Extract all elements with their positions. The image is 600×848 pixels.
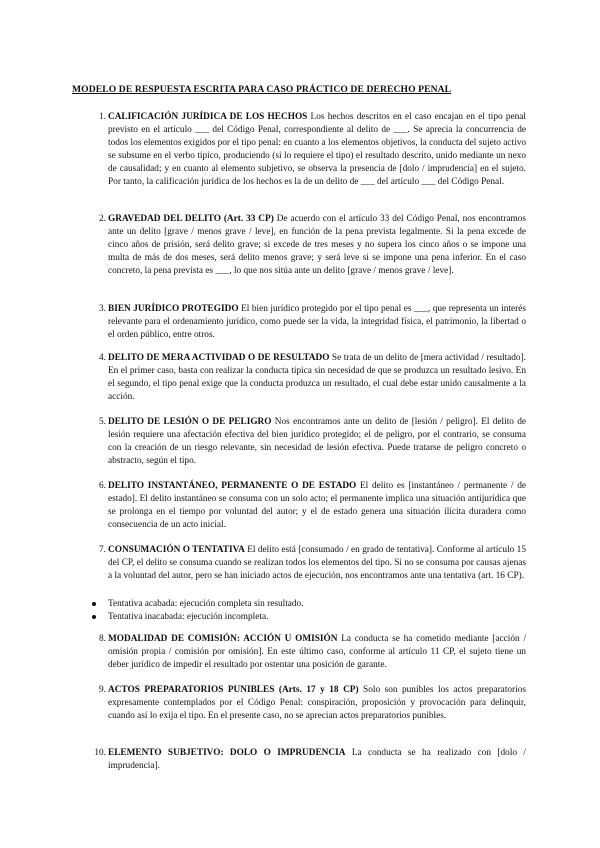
section-text: Nos encontramos ante un delito de [lesión / peligro]. El delito de lesión requiere una afectación efectiva del bien jurídico protegido; el de peligro, por el contrario, se consuma con la creación de un riesgo relevante, sin necesidad de lesión efectiva. Puede tratarse de peligro concreto o abstracto, según el tipo. xyxy=(108,417,526,467)
section-number: 9. xyxy=(99,685,106,695)
section-body xyxy=(108,544,526,583)
section-body xyxy=(108,480,526,532)
document-title: MODELO DE RESPUESTA ESCRITA PARA CASO PRÁCTICO DE DERECHO PENAL xyxy=(72,84,452,95)
section-number: 7. xyxy=(99,545,106,555)
bullet-item-tentativa-acabada xyxy=(0,598,600,611)
section-number: 2. xyxy=(99,214,106,224)
section-text: El bien jurídico protegido por el tipo penal es ___, que representa un interés relevante para el ordenamiento jurídico, como puede ser la vida, la integridad física, el patrimonio, la libertad o el orden público, entre otros. xyxy=(108,304,526,341)
section-heading: DELITO DE LESIÓN O DE PELIGRO xyxy=(108,417,272,427)
section-heading: CONSUMACIÓN O TENTATIVA xyxy=(108,545,245,555)
section-body xyxy=(108,352,526,404)
section-heading: BIEN JURÍDICO PROTEGIDO xyxy=(108,304,239,314)
bullet-item-tentativa-inacabada xyxy=(0,611,600,624)
section-heading: GRAVEDAD DEL DELITO (Art. 33 CP) xyxy=(108,214,274,224)
section-text: De acuerdo con el artículo 33 del Código Penal, nos encontramos ante un delito [grave / menos grave / leve], en función de la pena prevista legalmente. Si la pena excede de cinco años de prisión, será delito grave; si excede de tres meses y no supera los cinco años o se impone una multa de más de dos meses, será delito menos grave; y será leve si se impone una pena inferior. En el caso concreto, la pena prevista es ___, lo que nos sitúa ante un delito [grave / menos grave / leve]. xyxy=(108,214,526,277)
bullet-icon xyxy=(92,602,96,606)
bullet-text: Tentativa acabada: ejecución completa sin resultado. xyxy=(108,599,304,609)
section-heading: DELITO INSTANTÁNEO, PERMANENTE O DE ESTADO xyxy=(108,481,357,491)
section-body xyxy=(108,747,526,773)
section-text: Solo son punibles los actos preparatorios expresamente contemplados por el Código Penal: conspiración, proposición y provocación para delinquir, cuando así lo exija el tipo. En el presente caso, no se aprecian actos preparatorios punibles. xyxy=(108,685,526,722)
section-body xyxy=(108,111,526,190)
section-body xyxy=(108,213,526,278)
section-heading: MODALIDAD DE COMISIÓN: ACCIÓN U OMISIÓN xyxy=(108,634,338,644)
section-heading: DELITO DE MERA ACTIVIDAD O DE RESULTADO xyxy=(108,353,330,363)
section-body xyxy=(108,416,526,468)
section-text: La conducta se ha cometido mediante [acción / omisión propia / comisión por omisión]. En este último caso, conforme al artículo 11 CP, el sujeto tiene un deber jurídico de impedir el resultado por ostentar una posición de garante. xyxy=(108,634,526,671)
section-body xyxy=(108,684,526,723)
bullet-text: Tentativa inacabada: ejecución incompleta. xyxy=(108,612,269,622)
bullet-icon xyxy=(92,615,96,619)
section-text: El delito está [consumado / en grado de tentativa]. Conforme al artículo 15 del CP, el delito se consuma cuando se realizan todos los elementos del tipo. Si no se consuma por causas ajenas a la voluntad del autor, pero se han iniciado actos de ejecución, nos encontramos ante una tentativa (art. 16 CP). xyxy=(108,545,526,582)
section-heading: ACTOS PREPARATORIOS PUNIBLES (Arts. 17 y 18 CP) xyxy=(108,685,359,695)
section-number: 3. xyxy=(99,304,106,314)
section-text: El delito es [instantáneo / permanente / de estado]. El delito instantáneo se consuma con un solo acto; el permanente implica una situación antijurídica que se prolonga en el tiempo por voluntad del autor; y el de estado genera una situación ilícita duradera como consecuencia de un acto inicial. xyxy=(108,481,526,531)
section-number: 6. xyxy=(99,481,106,491)
section-number: 5. xyxy=(99,417,106,427)
section-number: 4. xyxy=(99,353,106,363)
section-number: 8. xyxy=(99,634,106,644)
section-text: Se trata de un delito de [mera actividad / resultado]. En el primer caso, basta con realizar la conducta típica sin necesidad de que se produzca un resultado lesivo. En el segundo, el tipo penal exige que la conducta produzca un resultado, el cual debe estar unido causalmente a la acción. xyxy=(108,353,526,403)
section-body xyxy=(108,633,526,672)
section-number: 1. xyxy=(99,112,106,122)
section-body xyxy=(108,303,526,342)
section-text: La conducta se ha realizado con [dolo / imprudencia]. xyxy=(108,748,527,772)
section-text: Los hechos descritos en el caso encajan en el tipo penal previsto en el artículo ___ del Código Penal, correspondiente al delito de ___. Se aprecia la concurrencia de todos los elementos exigidos por el tipo penal: en cuanto a los elementos objetivos, la conducta del sujeto activo se subsume en el verbo típico, produciendo (si lo requiere el tipo) el resultado descrito, unido mediante un nexo de causalidad; y en cuanto al elemento subjetivo, se observa la presencia de [dolo / imprudencia] en el sujeto. Por tanto, la calificación jurídica de los hechos es la de un delito de ___ del artículo ___ del Código Penal. xyxy=(108,112,526,188)
section-number: 10. xyxy=(94,748,106,758)
section-heading: ELEMENTO SUBJETIVO: DOLO O IMPRUDENCIA xyxy=(108,748,346,758)
section-heading: CALIFICACIÓN JURÍDICA DE LOS HECHOS xyxy=(108,112,308,122)
